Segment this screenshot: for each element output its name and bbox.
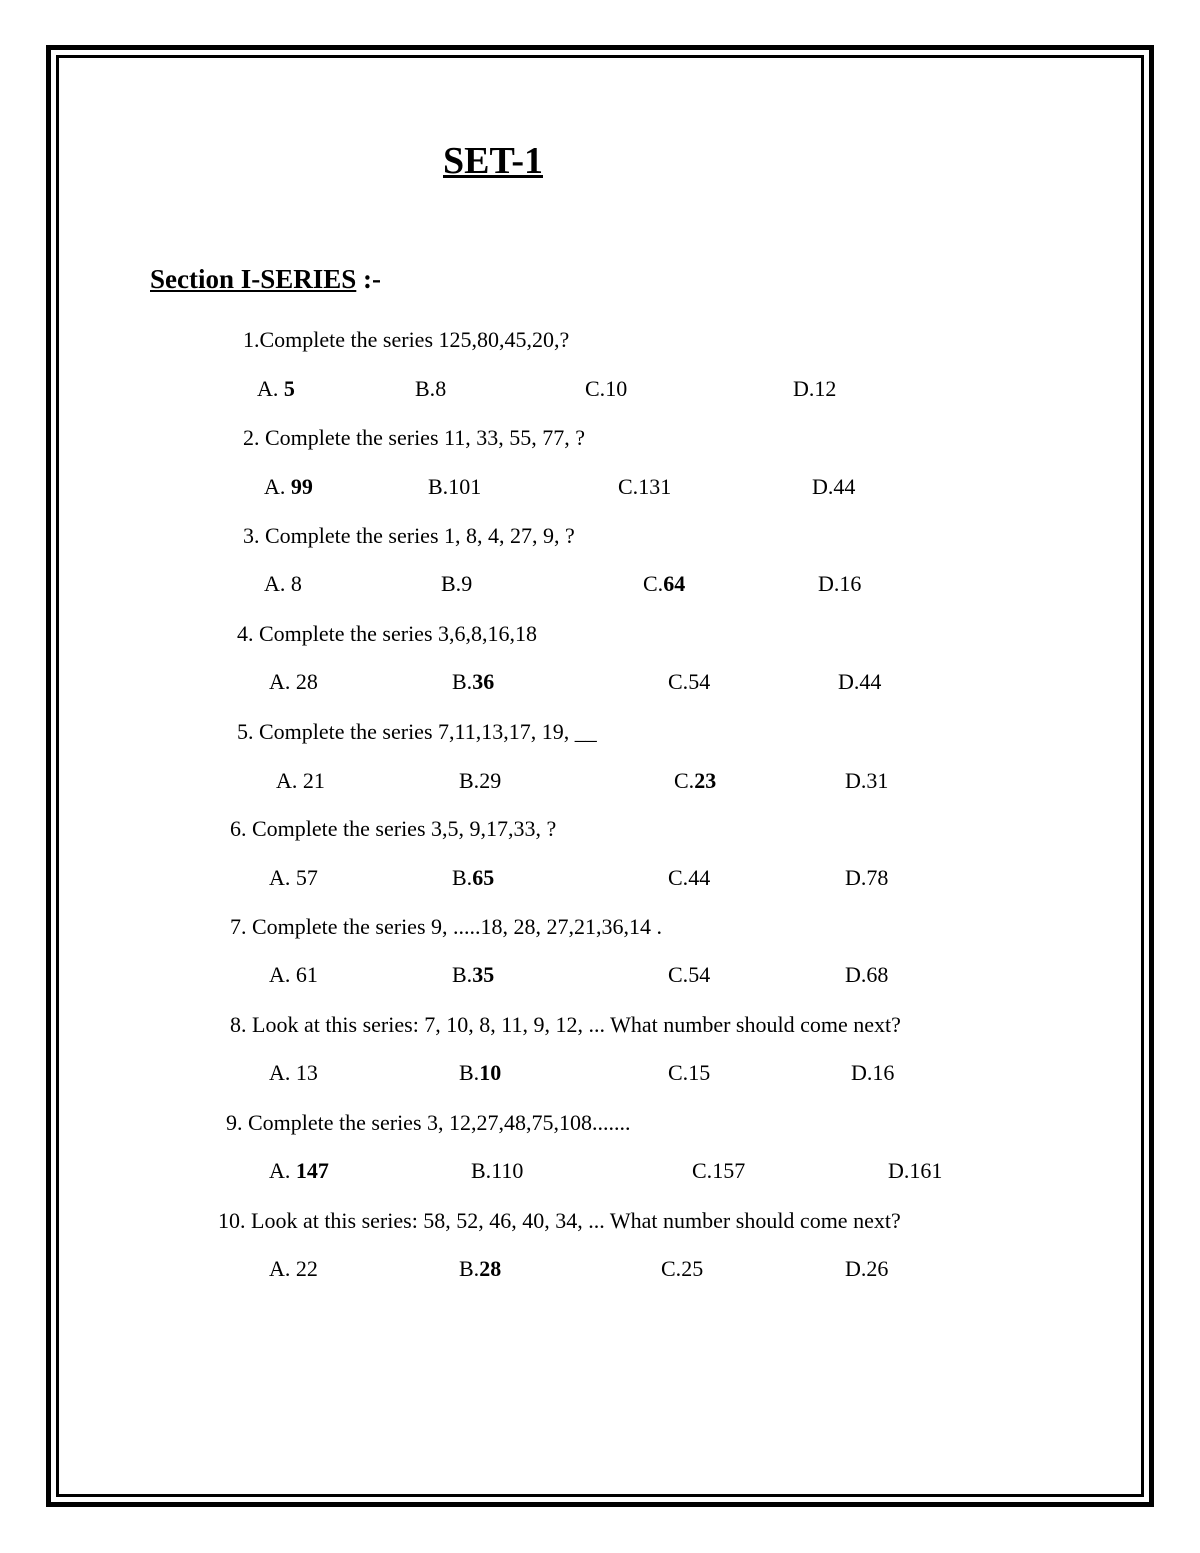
answer-option — [452, 867, 494, 889]
answer-option — [838, 671, 881, 693]
option-value: 61 — [295, 962, 318, 987]
answer-option — [793, 378, 836, 400]
answer-option — [264, 476, 313, 498]
answer-option — [618, 476, 671, 498]
answer-option — [459, 1258, 501, 1280]
option-value: 157 — [712, 1158, 746, 1183]
option-value: 26 — [866, 1256, 889, 1281]
option-value: 161 — [909, 1158, 943, 1183]
option-letter: B. — [428, 474, 449, 499]
option-value: 68 — [866, 962, 889, 987]
option-value-answer: 28 — [479, 1256, 502, 1281]
option-value: 54 — [688, 962, 711, 987]
question-text: 4. Complete the series 3,6,8,16,18 — [237, 621, 538, 646]
answer-option — [661, 1258, 703, 1280]
option-letter: C. — [668, 1060, 689, 1085]
option-value: 31 — [866, 768, 889, 793]
answer-option — [845, 1258, 888, 1280]
answer-option — [851, 1062, 894, 1084]
answer-option — [269, 671, 318, 693]
option-letter: A. — [269, 1060, 296, 1085]
option-letter: B. — [471, 1158, 492, 1183]
section-label: Section I-SERIES — [150, 264, 357, 294]
option-letter: B. — [441, 571, 462, 596]
option-letter: A. — [269, 1256, 296, 1281]
option-letter: D. — [845, 768, 867, 793]
option-value: 44 — [688, 865, 711, 890]
option-letter: C. — [668, 962, 689, 987]
option-letter: D. — [838, 669, 860, 694]
option-letter: B. — [452, 865, 473, 890]
option-value: 57 — [295, 865, 318, 890]
option-value-answer: 10 — [479, 1060, 502, 1085]
answer-option — [428, 476, 481, 498]
option-value: 110 — [491, 1158, 524, 1183]
answer-option — [585, 378, 627, 400]
answer-option — [668, 1062, 710, 1084]
option-letter: C. — [661, 1256, 682, 1281]
option-value: 16 — [839, 571, 862, 596]
option-value: 8 — [290, 571, 302, 596]
option-letter: B. — [459, 1256, 480, 1281]
option-letter: A. — [264, 474, 291, 499]
question-text: 1.Complete the series 125,80,45,20,? — [243, 327, 570, 352]
option-letter: D. — [845, 1256, 867, 1281]
question-text: 3. Complete the series 1, 8, 4, 27, 9, ? — [243, 523, 575, 548]
question-text: 10. Look at this series: 58, 52, 46, 40, 34, ... What number should come next? — [218, 1208, 901, 1233]
section-heading — [150, 266, 381, 293]
answer-option — [269, 964, 318, 986]
option-letter: C. — [668, 669, 689, 694]
page-title: SET-1 — [443, 140, 543, 182]
option-letter: D. — [888, 1158, 910, 1183]
option-value-answer: 64 — [663, 571, 686, 596]
section-suffix: :- — [356, 264, 382, 294]
answer-option — [818, 573, 861, 595]
option-letter: C. — [668, 865, 689, 890]
option-value-answer: 23 — [694, 768, 717, 793]
option-letter: B. — [459, 1060, 480, 1085]
option-value-answer: 36 — [472, 669, 495, 694]
answer-option — [269, 867, 318, 889]
question-text: 7. Complete the series 9, .....18, 28, 27,21,36,14 . — [230, 914, 663, 939]
answer-option — [441, 573, 472, 595]
option-letter: B. — [459, 768, 480, 793]
answer-option — [845, 770, 888, 792]
option-letter: C. — [643, 571, 664, 596]
answer-option — [459, 770, 501, 792]
option-letter: C. — [692, 1158, 713, 1183]
option-letter: A. — [269, 1158, 296, 1183]
answer-option — [668, 867, 710, 889]
answer-option — [459, 1062, 501, 1084]
option-value: 25 — [681, 1256, 704, 1281]
option-value-answer: 99 — [290, 474, 313, 499]
answer-option — [452, 964, 494, 986]
answer-option — [643, 573, 685, 595]
option-value-answer: 35 — [472, 962, 495, 987]
answer-option — [269, 1062, 318, 1084]
option-value-answer: 147 — [295, 1158, 329, 1183]
question-text: 2. Complete the series 11, 33, 55, 77, ? — [243, 425, 585, 450]
option-value: 28 — [295, 669, 318, 694]
option-value-answer: 65 — [472, 865, 495, 890]
option-value: 22 — [295, 1256, 318, 1281]
option-value: 9 — [461, 571, 473, 596]
option-value: 44 — [833, 474, 856, 499]
answer-option — [471, 1160, 523, 1182]
option-letter: C. — [674, 768, 695, 793]
option-value: 29 — [479, 768, 502, 793]
option-letter: D. — [793, 376, 815, 401]
option-letter: A. — [257, 376, 284, 401]
option-value: 16 — [872, 1060, 895, 1085]
answer-option — [845, 867, 888, 889]
answer-option — [269, 1160, 329, 1182]
option-value: 78 — [866, 865, 889, 890]
answer-option — [812, 476, 855, 498]
option-letter: A. — [264, 571, 291, 596]
option-letter: D. — [845, 962, 867, 987]
answer-option — [452, 671, 494, 693]
question-text: 6. Complete the series 3,5, 9,17,33, ? — [230, 816, 557, 841]
answer-option — [845, 964, 888, 986]
option-letter: A. — [269, 962, 296, 987]
option-letter: A. — [276, 768, 303, 793]
option-letter: D. — [818, 571, 840, 596]
option-letter: B. — [452, 669, 473, 694]
answer-option — [692, 1160, 745, 1182]
option-value: 8 — [435, 376, 447, 401]
option-value-answer: 5 — [283, 376, 295, 401]
option-value: 54 — [688, 669, 711, 694]
option-value: 13 — [295, 1060, 318, 1085]
option-letter: D. — [845, 865, 867, 890]
answer-option — [668, 671, 710, 693]
option-value: 44 — [859, 669, 882, 694]
option-value: 10 — [605, 376, 628, 401]
question-text: 9. Complete the series 3, 12,27,48,75,108....... — [226, 1110, 631, 1135]
option-letter: B. — [415, 376, 436, 401]
option-value: 12 — [814, 376, 837, 401]
answer-option — [888, 1160, 942, 1182]
answer-option — [264, 573, 302, 595]
option-value: 131 — [638, 474, 672, 499]
option-value: 21 — [302, 768, 325, 793]
option-letter: C. — [585, 376, 606, 401]
answer-option — [415, 378, 446, 400]
answer-option — [257, 378, 295, 400]
option-value: 15 — [688, 1060, 711, 1085]
option-letter: A. — [269, 865, 296, 890]
answer-option — [269, 1258, 318, 1280]
answer-option — [276, 770, 325, 792]
option-letter: B. — [452, 962, 473, 987]
option-letter: A. — [269, 669, 296, 694]
answer-option — [674, 770, 716, 792]
answer-option — [668, 964, 710, 986]
question-text: 8. Look at this series: 7, 10, 8, 11, 9, 12, ... What number should come next? — [230, 1012, 901, 1037]
option-letter: C. — [618, 474, 639, 499]
question-text: 5. Complete the series 7,11,13,17, 19, __ — [237, 719, 597, 744]
option-letter: D. — [812, 474, 834, 499]
option-letter: D. — [851, 1060, 873, 1085]
option-value: 101 — [448, 474, 482, 499]
